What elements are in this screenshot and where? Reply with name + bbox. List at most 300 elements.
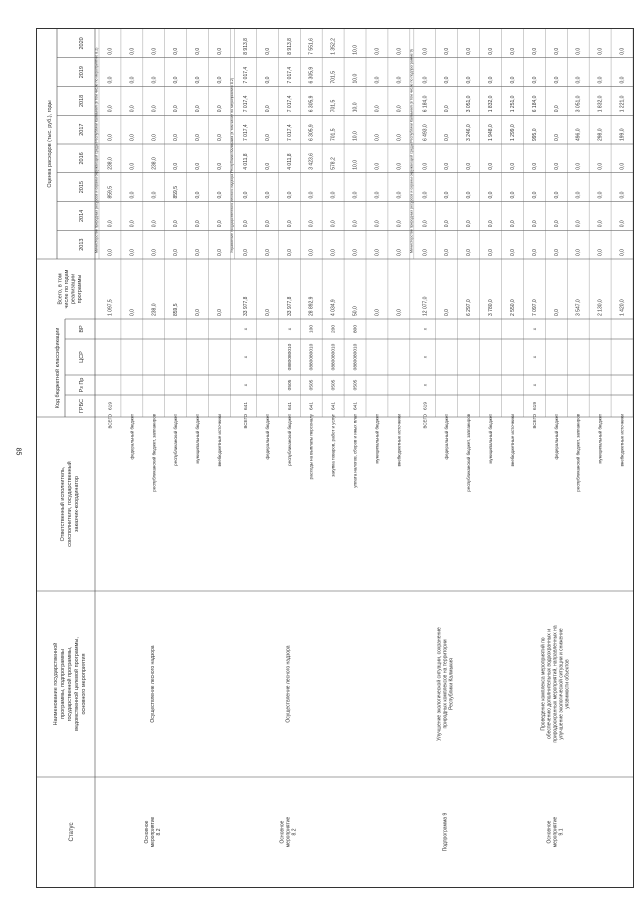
row-source: федеральный бюджет bbox=[444, 414, 450, 460]
row-vr: 100 bbox=[309, 324, 315, 334]
row-csr: x bbox=[243, 355, 249, 359]
row-grbs: 641 bbox=[331, 401, 337, 411]
budget-table-sheet bbox=[36, 28, 634, 888]
row-csr: 0880080010 bbox=[309, 343, 315, 371]
header-name-line: программы, подпрограммы bbox=[60, 649, 66, 719]
row-value: 0,0 bbox=[531, 47, 538, 55]
row-value: 0,0 bbox=[217, 76, 224, 84]
row-value: 3 423,6 bbox=[308, 153, 315, 170]
row-value: 0,0 bbox=[619, 76, 626, 84]
header-grbs: ГРБС bbox=[79, 398, 85, 414]
row-value: 0,0 bbox=[553, 220, 560, 228]
row-value: 0,0 bbox=[466, 47, 473, 55]
row-value: 0,0 bbox=[217, 134, 224, 141]
row-value: 0,0 bbox=[107, 76, 114, 84]
row-value: 0,0 bbox=[129, 105, 136, 113]
header-name-line: ведомственной целевой программы, bbox=[74, 637, 80, 731]
header-budget-classification: Код бюджетной классификации bbox=[55, 327, 61, 409]
row-value: 0,0 bbox=[597, 162, 604, 170]
row-value: 0,0 bbox=[173, 162, 180, 170]
row-name bbox=[436, 627, 455, 741]
row-value: 0,0 bbox=[107, 47, 114, 55]
row-source: республиканский бюджет, запланиров bbox=[575, 414, 581, 492]
header-year: 2013 bbox=[79, 238, 85, 251]
row-value: 0,0 bbox=[575, 47, 582, 55]
row-value: 0,0 bbox=[129, 134, 136, 141]
row-total: 0,0 bbox=[396, 309, 403, 316]
row-rzpr: 0505 bbox=[331, 379, 337, 391]
row-value: 995,0 bbox=[531, 128, 538, 141]
row-value: 0,0 bbox=[308, 249, 315, 256]
row-value: 0,0 bbox=[488, 162, 495, 170]
row-source: федеральный бюджет bbox=[129, 414, 135, 460]
row-name-line: Республики Калмыкия bbox=[448, 658, 455, 710]
row-value: 238,0 bbox=[151, 157, 158, 170]
row-value: 0,0 bbox=[217, 162, 224, 170]
row-value: 0,0 bbox=[396, 47, 403, 55]
row-value: 0,0 bbox=[286, 191, 293, 199]
row-value: 7 017,4 bbox=[286, 95, 293, 113]
row-grbs: 619 bbox=[532, 401, 538, 411]
row-value: 0,0 bbox=[619, 191, 626, 199]
row-value: 0,0 bbox=[195, 47, 202, 55]
row-value: 8 913,8 bbox=[286, 38, 293, 55]
row-total: 0,0 bbox=[195, 309, 202, 316]
header-name-line: основного мероприятия bbox=[81, 653, 87, 715]
row-name-line: Осуществление лесного надзора bbox=[285, 645, 292, 723]
row-value: 1 251,0 bbox=[509, 95, 516, 113]
row-source: федеральный бюджет bbox=[553, 414, 559, 460]
row-value: 6 184,0 bbox=[531, 95, 538, 113]
row-grbs: 641 bbox=[243, 401, 249, 411]
row-value: 0,0 bbox=[466, 220, 473, 228]
section-header: Министерство природных ресурсов и охраны окружающей среды Республики Калмыкия (в том числе по подпрограмме 9) bbox=[409, 49, 414, 253]
header-total-line: реализации bbox=[70, 273, 77, 305]
header-csr: ЦСР bbox=[79, 351, 85, 363]
row-value: 0,0 bbox=[173, 220, 180, 228]
row-name-line: природоохранных мероприятий, направленных на bbox=[552, 625, 559, 743]
row-value: 0,0 bbox=[531, 162, 538, 170]
row-total: 3 547,0 bbox=[575, 299, 582, 316]
row-value: 0,0 bbox=[374, 76, 381, 84]
row-value: 0,0 bbox=[195, 249, 202, 256]
header-name bbox=[52, 637, 87, 731]
row-value: 7 017,4 bbox=[242, 95, 249, 113]
row-total: 50,0 bbox=[352, 306, 359, 316]
header-estimate: Оценка расходов (тыс. руб.), годы bbox=[47, 100, 53, 188]
row-value: 0,0 bbox=[264, 220, 271, 228]
row-value: 0,0 bbox=[242, 249, 249, 256]
row-source: ВСЕГО bbox=[242, 414, 248, 429]
row-value: 0,0 bbox=[488, 76, 495, 84]
row-total: 2 550,0 bbox=[509, 299, 516, 316]
row-value: 0,0 bbox=[374, 134, 381, 141]
header-responsible bbox=[59, 461, 80, 546]
row-value: 0,0 bbox=[597, 76, 604, 84]
row-source: ВСЕГО bbox=[107, 414, 113, 429]
row-value: 0,0 bbox=[619, 47, 626, 55]
row-csr: 0880080010 bbox=[353, 343, 359, 371]
row-total: 4 034,9 bbox=[330, 299, 337, 316]
row-grbs: 641 bbox=[309, 401, 315, 411]
row-value: 6 305,9 bbox=[308, 124, 315, 141]
row-value: 0,0 bbox=[352, 191, 359, 199]
header-year: 2014 bbox=[79, 209, 85, 222]
row-value: 10,0 bbox=[352, 102, 359, 113]
row-value: 7 017,4 bbox=[242, 66, 249, 84]
row-source: республиканский бюджет, запланиров bbox=[466, 414, 472, 492]
row-value: 0,0 bbox=[422, 249, 429, 256]
row-value: 0,0 bbox=[396, 191, 403, 199]
row-status-line: 8.2 bbox=[155, 828, 162, 836]
row-value: 1 352,2 bbox=[330, 38, 337, 55]
row-value: 0,0 bbox=[286, 220, 293, 228]
row-value: 0,0 bbox=[217, 105, 224, 113]
row-value: 1 832,0 bbox=[488, 95, 495, 113]
row-source: уплата налогов, сборов и иных плат bbox=[352, 414, 358, 488]
row-value: 0,0 bbox=[444, 220, 451, 228]
row-status-line: 9.1 bbox=[558, 828, 565, 836]
row-source: муниципальный бюджет bbox=[488, 414, 494, 464]
header-year: 2019 bbox=[79, 66, 85, 79]
row-total: 0,0 bbox=[374, 309, 381, 316]
row-value: 0,0 bbox=[597, 191, 604, 199]
row-value: 0,0 bbox=[553, 191, 560, 199]
header-responsible-line: Ответственный исполнитель, bbox=[60, 466, 66, 542]
row-value: 0,0 bbox=[129, 249, 136, 256]
row-value: 0,0 bbox=[396, 162, 403, 170]
row-name bbox=[150, 645, 156, 722]
row-value: 0,0 bbox=[466, 191, 473, 199]
row-value: 0,0 bbox=[466, 249, 473, 256]
row-value: 0,0 bbox=[308, 220, 315, 228]
row-value: 0,0 bbox=[509, 191, 516, 199]
row-value: 6 305,9 bbox=[308, 66, 315, 84]
row-value: 0,0 bbox=[553, 162, 560, 170]
row-value: 0,0 bbox=[374, 220, 381, 228]
row-status-line: мероприятие bbox=[285, 816, 292, 848]
row-status-line: мероприятие bbox=[552, 816, 559, 848]
row-value: 0,0 bbox=[264, 47, 271, 55]
row-value: 0,0 bbox=[444, 162, 451, 170]
row-status bbox=[443, 812, 449, 851]
row-name-line: природных комплексов на территории bbox=[442, 639, 449, 729]
row-value: 0,0 bbox=[396, 249, 403, 256]
row-source: республиканский бюджет bbox=[173, 414, 179, 466]
row-value: 1 299,0 bbox=[509, 124, 516, 141]
row-value: 0,0 bbox=[264, 76, 271, 84]
row-value: 0,0 bbox=[396, 134, 403, 141]
row-value: 0,0 bbox=[330, 191, 337, 199]
row-value: 0,0 bbox=[509, 162, 516, 170]
header-status: Статус bbox=[69, 822, 75, 842]
row-value: 0,0 bbox=[444, 249, 451, 256]
row-value: 0,0 bbox=[330, 249, 337, 256]
row-value: 1 948,0 bbox=[488, 124, 495, 141]
row-value: 298,0 bbox=[597, 128, 604, 141]
row-value: 701,5 bbox=[330, 99, 337, 113]
row-value: 0,0 bbox=[151, 191, 158, 199]
row-value: 0,0 bbox=[553, 134, 560, 141]
header-name-line: государственной программы, bbox=[67, 646, 73, 722]
row-value: 0,0 bbox=[264, 134, 271, 141]
row-name-line: уязвимости объектов bbox=[564, 659, 571, 709]
row-value: 0,0 bbox=[509, 76, 516, 84]
row-csr: 0880080010 bbox=[287, 343, 293, 371]
row-rzpr: x bbox=[532, 383, 538, 387]
row-csr: x bbox=[532, 355, 538, 359]
header-responsible-line: соисполнители, государственный bbox=[67, 461, 73, 547]
row-total: 0,0 bbox=[444, 309, 451, 316]
row-status-line: Основное bbox=[546, 820, 553, 844]
row-value: 0,0 bbox=[374, 105, 381, 113]
row-value: 0,0 bbox=[466, 76, 473, 84]
row-value: 0,0 bbox=[264, 105, 271, 113]
row-value: 0,0 bbox=[217, 191, 224, 199]
row-value: 3 051,0 bbox=[575, 95, 582, 113]
row-total: 1 420,0 bbox=[619, 299, 626, 316]
row-value: 0,0 bbox=[553, 47, 560, 55]
row-value: 0,0 bbox=[129, 191, 136, 199]
row-total: 3 780,0 bbox=[488, 299, 495, 316]
row-value: 0,0 bbox=[531, 220, 538, 228]
row-value: 0,0 bbox=[374, 47, 381, 55]
row-rzpr: x bbox=[423, 383, 429, 387]
row-value: 859,5 bbox=[107, 185, 114, 199]
section-header: Министерство природных ресурсов и охраны окружающей среды Республики Калмыкия (в том числе по мероприятию 8.2) bbox=[94, 47, 99, 253]
row-rzpr: 0505 bbox=[309, 379, 315, 391]
row-value: 0,0 bbox=[107, 249, 114, 256]
row-value: 578,2 bbox=[330, 157, 337, 170]
row-value: 0,0 bbox=[509, 249, 516, 256]
row-total: 7 097,0 bbox=[531, 299, 538, 316]
row-value: 7 017,4 bbox=[242, 124, 249, 141]
row-value: 0,0 bbox=[217, 47, 224, 55]
row-source: расходы на выплаты персоналу bbox=[308, 414, 314, 480]
row-total: 1 097,5 bbox=[107, 299, 114, 316]
row-value: 7 551,6 bbox=[308, 38, 315, 55]
row-value: 0,0 bbox=[553, 76, 560, 84]
row-value: 0,0 bbox=[444, 134, 451, 141]
row-value: 0,0 bbox=[195, 76, 202, 84]
row-status-line: мероприятие bbox=[149, 816, 156, 848]
row-value: 0,0 bbox=[444, 76, 451, 84]
row-value: 7 017,4 bbox=[286, 124, 293, 141]
row-value: 0,0 bbox=[619, 220, 626, 228]
row-value: 0,0 bbox=[575, 162, 582, 170]
row-status bbox=[279, 816, 297, 847]
row-value: 0,0 bbox=[619, 162, 626, 170]
budget-table bbox=[37, 29, 633, 887]
row-grbs: 641 bbox=[353, 401, 359, 411]
row-value: 4 011,8 bbox=[242, 153, 249, 170]
row-value: 0,0 bbox=[242, 220, 249, 228]
row-value: 8 913,8 bbox=[242, 38, 249, 55]
row-value: 0,0 bbox=[444, 191, 451, 199]
row-value: 0,0 bbox=[553, 105, 560, 113]
row-value: 0,0 bbox=[129, 220, 136, 228]
row-value: 0,0 bbox=[107, 220, 114, 228]
row-name-line: Осуществление лесного надзора bbox=[149, 645, 156, 723]
row-total: 238,0 bbox=[151, 303, 158, 316]
row-value: 0,0 bbox=[352, 220, 359, 228]
row-value: 10,0 bbox=[352, 73, 359, 84]
row-value: 6 184,0 bbox=[422, 95, 429, 113]
row-value: 6 305,9 bbox=[308, 95, 315, 113]
row-total: 0,0 bbox=[264, 309, 271, 316]
row-total: 859,5 bbox=[173, 303, 180, 316]
row-status-line: Основное bbox=[279, 820, 286, 844]
row-value: 6 493,0 bbox=[422, 124, 429, 141]
row-value: 0,0 bbox=[173, 76, 180, 84]
row-value: 0,0 bbox=[195, 134, 202, 141]
row-csr: 0880080010 bbox=[331, 343, 337, 371]
row-grbs: 641 bbox=[287, 401, 293, 411]
row-total: 2 130,0 bbox=[597, 299, 604, 316]
row-name-line: Проведение комплекса мероприятий по bbox=[540, 637, 547, 731]
row-value: 0,0 bbox=[509, 47, 516, 55]
row-value: 0,0 bbox=[217, 249, 224, 256]
header-year: 2016 bbox=[79, 152, 85, 165]
row-value: 0,0 bbox=[374, 191, 381, 199]
row-value: 10,0 bbox=[352, 131, 359, 141]
row-value: 0,0 bbox=[151, 76, 158, 84]
row-total: 0,0 bbox=[217, 309, 224, 316]
row-value: 0,0 bbox=[286, 249, 293, 256]
row-name-line: Улучшение экологической ситуации, сохранение bbox=[436, 627, 443, 741]
row-name bbox=[285, 645, 291, 722]
row-value: 0,0 bbox=[619, 249, 626, 256]
row-vr: 800 bbox=[353, 324, 359, 334]
header-total-line: числе по годам bbox=[63, 269, 70, 309]
row-value: 0,0 bbox=[374, 249, 381, 256]
row-value: 0,0 bbox=[352, 249, 359, 256]
row-source: муниципальный бюджет bbox=[195, 414, 201, 464]
row-source: ВСЕГО bbox=[422, 414, 428, 429]
row-value: 7 017,4 bbox=[286, 66, 293, 84]
row-status-line: Подпрограмма 9 bbox=[442, 812, 449, 852]
row-value: 1 832,0 bbox=[597, 95, 604, 113]
row-value: 10,0 bbox=[352, 160, 359, 170]
row-value: 701,5 bbox=[330, 70, 337, 84]
row-value: 0,0 bbox=[195, 191, 202, 199]
header-total bbox=[57, 269, 83, 308]
row-total: 33 977,8 bbox=[286, 296, 293, 316]
header-year: 2018 bbox=[79, 94, 85, 107]
row-value: 0,0 bbox=[151, 249, 158, 256]
row-rzpr: 0505 bbox=[287, 379, 293, 391]
header-name-line: Наименование государственной bbox=[53, 642, 59, 726]
row-value: 0,0 bbox=[308, 191, 315, 199]
row-value: 0,0 bbox=[422, 220, 429, 228]
row-value: 0,0 bbox=[575, 220, 582, 228]
row-value: 701,5 bbox=[330, 128, 337, 141]
header-responsible-line: заказчик-координатор bbox=[74, 476, 80, 532]
row-total: 28 892,9 bbox=[308, 296, 315, 316]
row-source: республиканский бюджет, запланиров bbox=[151, 414, 157, 492]
row-name bbox=[539, 625, 570, 742]
row-source: федеральный бюджет bbox=[264, 414, 270, 460]
row-source: муниципальный бюджет bbox=[597, 414, 603, 464]
row-status-line: Основное bbox=[143, 820, 150, 844]
row-source: закупка товаров, работ и услуг bbox=[330, 414, 336, 477]
row-value: 0,0 bbox=[575, 191, 582, 199]
row-total: 6 297,0 bbox=[466, 299, 473, 316]
row-value: 0,0 bbox=[264, 162, 271, 170]
header-vr: ВР bbox=[79, 325, 85, 333]
row-value: 0,0 bbox=[488, 191, 495, 199]
row-value: 0,0 bbox=[488, 249, 495, 256]
row-value: 0,0 bbox=[597, 249, 604, 256]
header-year: 2020 bbox=[79, 37, 85, 50]
row-grbs: 619 bbox=[108, 401, 114, 411]
row-status-line: 8.2 bbox=[291, 828, 298, 836]
row-value: 10,0 bbox=[352, 45, 359, 55]
row-value: 0,0 bbox=[531, 249, 538, 256]
row-value: 0,0 bbox=[422, 191, 429, 199]
row-value: 496,0 bbox=[575, 128, 582, 141]
row-vr: x bbox=[243, 327, 249, 331]
row-source: внебюджетные источники bbox=[509, 414, 515, 467]
row-value: 0,0 bbox=[575, 249, 582, 256]
row-value: 0,0 bbox=[531, 76, 538, 84]
row-value: 0,0 bbox=[129, 162, 136, 170]
row-value: 859,5 bbox=[173, 185, 180, 199]
row-value: 0,0 bbox=[151, 220, 158, 228]
header-total-line: программы bbox=[76, 274, 83, 304]
row-value: 0,0 bbox=[107, 105, 114, 113]
row-value: 0,0 bbox=[553, 249, 560, 256]
row-source: внебюджетные источники bbox=[619, 414, 625, 467]
row-status bbox=[144, 816, 162, 847]
header-rzpr: Рз Пр bbox=[79, 377, 85, 393]
row-source: ВСЕГО bbox=[531, 414, 537, 429]
row-value: 0,0 bbox=[444, 47, 451, 55]
row-value: 0,0 bbox=[173, 47, 180, 55]
row-value: 0,0 bbox=[129, 47, 136, 55]
row-value: 0,0 bbox=[151, 47, 158, 55]
row-value: 0,0 bbox=[129, 76, 136, 84]
section-header: Управление государственного лесного надзора Республики Калмыкия (в том числе по мероприятию 8.2) bbox=[230, 77, 234, 253]
row-value: 0,0 bbox=[531, 191, 538, 199]
row-value: 0,0 bbox=[422, 76, 429, 84]
row-value: 0,0 bbox=[195, 220, 202, 228]
row-value: 0,0 bbox=[173, 134, 180, 141]
row-value: 0,0 bbox=[488, 47, 495, 55]
row-vr: 200 bbox=[331, 324, 337, 334]
row-value: 238,0 bbox=[107, 157, 114, 170]
row-total: 0,0 bbox=[129, 309, 136, 316]
row-value: 3 246,0 bbox=[466, 124, 473, 141]
row-value: 0,0 bbox=[597, 47, 604, 55]
row-source: внебюджетные источники bbox=[217, 414, 223, 467]
row-vr: x bbox=[423, 327, 429, 331]
row-rzpr: x bbox=[243, 383, 249, 387]
row-value: 0,0 bbox=[151, 134, 158, 141]
row-value: 0,0 bbox=[264, 191, 271, 199]
row-value: 0,0 bbox=[374, 162, 381, 170]
row-status bbox=[546, 816, 564, 847]
page-number: 85 bbox=[14, 447, 22, 456]
header-year: 2015 bbox=[79, 181, 85, 194]
row-value: 0,0 bbox=[597, 220, 604, 228]
row-source: внебюджетные источники bbox=[396, 414, 402, 467]
row-vr: x bbox=[287, 327, 293, 331]
row-value: 0,0 bbox=[151, 105, 158, 113]
row-value: 0,0 bbox=[173, 105, 180, 113]
row-value: 0,0 bbox=[195, 105, 202, 113]
row-value: 0,0 bbox=[488, 220, 495, 228]
